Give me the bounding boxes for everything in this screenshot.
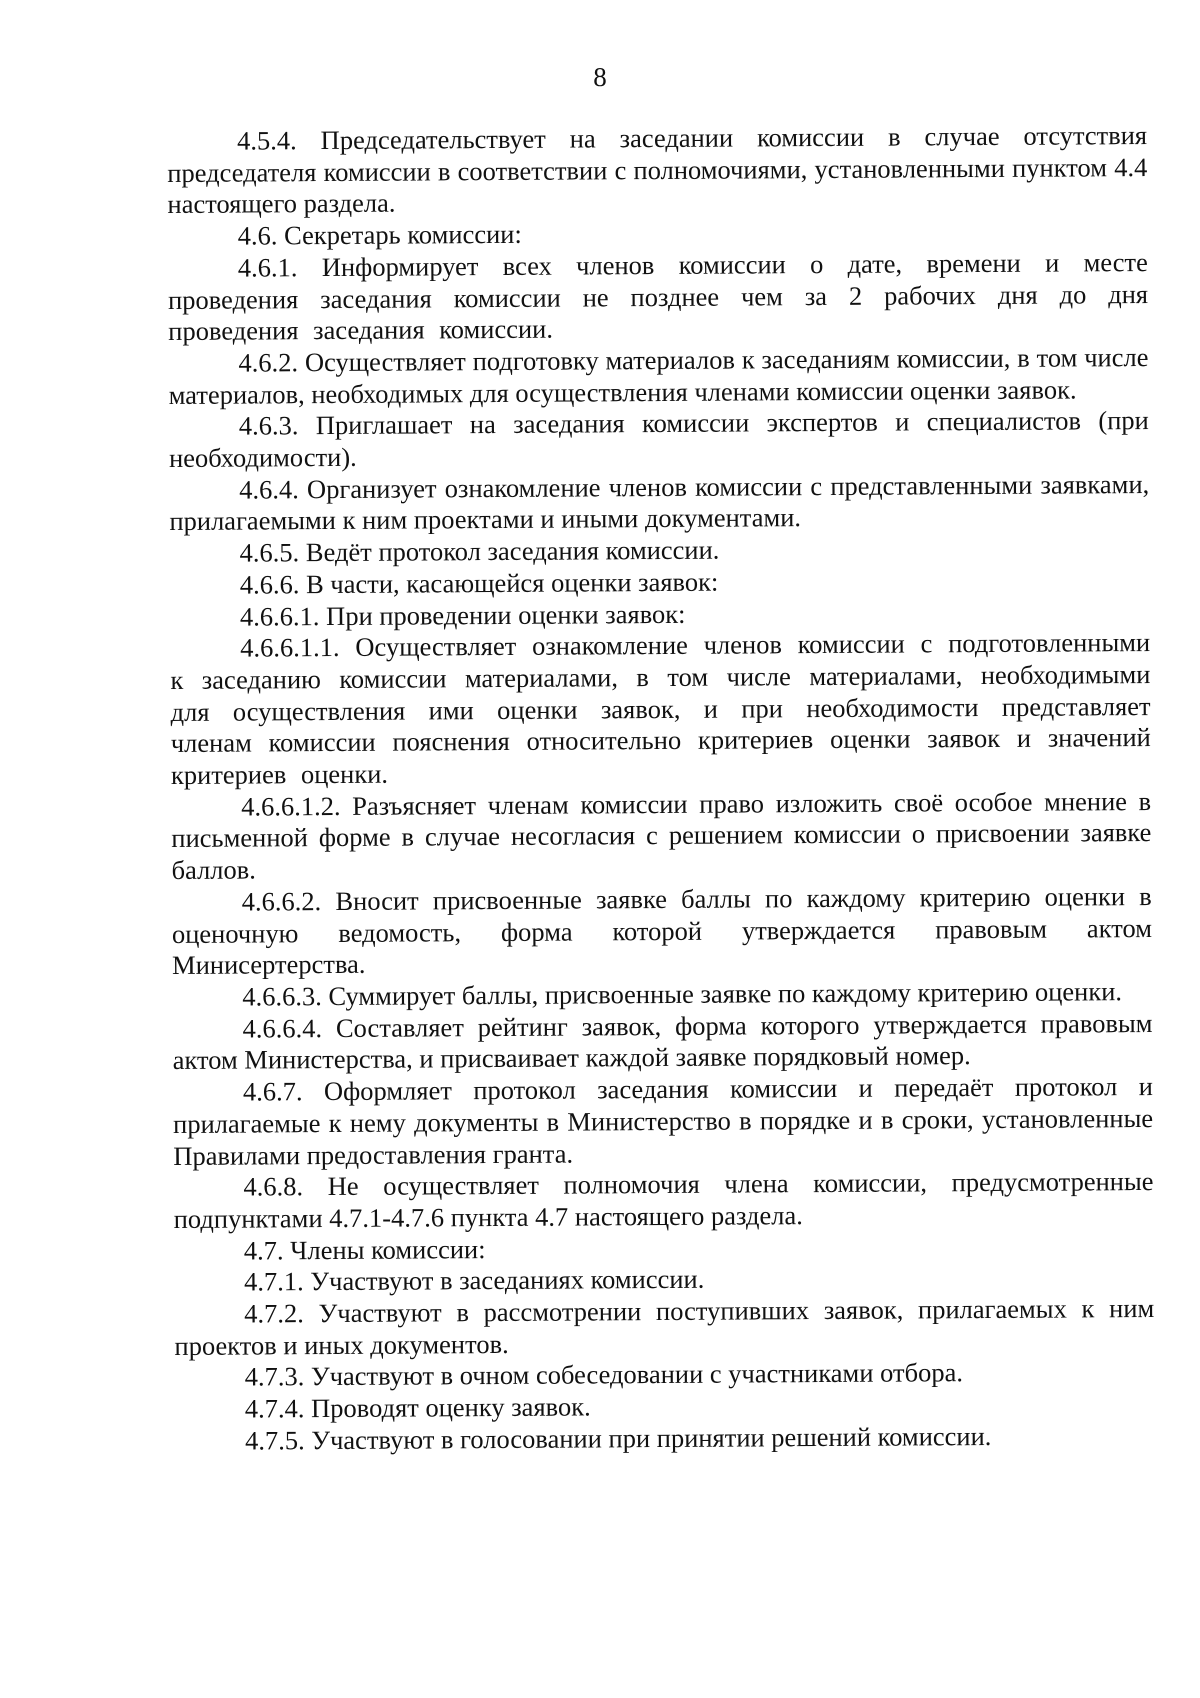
paragraph-4-5-4: 4.5.4. Председательствует на заседании комиссии в случае отсутствия председателя комиссии в соответствии с полномочиями, установленными пунктом 4.4 настоящего раздела. <box>167 120 1148 220</box>
paragraph-4-7-1: 4.7.1. Участвуют в заседаниях комиссии. <box>243 1264 705 1297</box>
paragraph-4-6-8: 4.6.8. Не осуществляет полномочия члена комиссии, предусмотренные подпунктами 4.7.1-4.7.6 пункта 4.7 настоящего раздела. <box>173 1166 1154 1234</box>
paragraph-4-7: 4.7. Члены комиссии: <box>243 1233 486 1266</box>
paragraph-4-6-6-1-2: 4.6.6.1.2. Разъясняет членам комиссии право изложить своё особое мнение в письменной форме в случае несогласия с решением комиссии о присвоении заявке баллов. <box>171 785 1152 886</box>
paragraph-4-6-6-4: 4.6.6.4. Составляет рейтинг заявок, форма которого утверждается правовым актом Министерства, и присваивает каждой заявке порядковый номер. <box>172 1007 1153 1076</box>
paragraph-4-6-3: 4.6.3. Приглашает на заседания комиссии экспертов и специалистов (при необходимости). <box>168 405 1149 474</box>
paragraph-4-6-6-1-1: 4.6.6.1.1. Осуществляет ознакомление членов комиссии с подготовленными к заседанию комиссии материалами, в том числе материалами, необходимыми для осуществления ими оценки заявок, и при необходимости представляет членам комиссии пояснения относительно критериев оценки заявок и значений критериев оценки. <box>170 627 1151 791</box>
paragraph-4-6-7: 4.6.7. Оформляет протокол заседания комиссии и передаёт протокол и прилагаемые к нему документы в Министерство в порядке и в сроки, установленные Правилами предоставления гранта. <box>173 1071 1154 1171</box>
paragraph-4-6: 4.6. Секретарь комиссии: <box>237 218 522 251</box>
paragraph-4-6-6-1: 4.6.6.1. При проведении оценки заявок: <box>239 598 686 632</box>
paragraph-4-7-4: 4.7.4. Проводят оценку заявок. <box>244 1391 591 1424</box>
paragraph-4-6-4: 4.6.4. Организует ознакомление членов комиссии с представленными заявками, прилагаемыми к ним проектами и иными документами. <box>169 468 1150 537</box>
paragraph-4-6-2: 4.6.2. Осуществляет подготовку материалов к заседаниям комиссии, в том числе материалов, необходимых для осуществления членами комиссии оценки заявок. <box>168 341 1149 410</box>
paragraph-4-7-5: 4.7.5. Участвуют в голосовании при принятии решений комиссии. <box>244 1420 992 1456</box>
paragraph-4-6-6-2: 4.6.6.2. Вносит присвоенные заявке баллы по каждому критерию оценки в оценочную ведомость, форма которой утверждается правовым актом Минисертерства. <box>171 880 1153 981</box>
paragraph-4-6-6: 4.6.6. В части, касающейся оценки заявок: <box>239 566 719 600</box>
page-number: 8 <box>593 62 607 92</box>
paragraph-4-7-3: 4.7.3. Участвуют в очном собеседовании с участниками отбора. <box>244 1357 964 1392</box>
paragraph-4-6-5: 4.6.5. Ведёт протокол заседания комиссии. <box>239 534 720 568</box>
paragraph-4-7-2: 4.7.2. Участвуют в рассмотрении поступивших заявок, прилагаемых к ним проектов и иных документов. <box>174 1293 1155 1361</box>
document-body <box>167 120 1155 1457</box>
paragraph-4-6-6-3: 4.6.6.3. Суммирует баллы, присвоенные заявке по каждому критерию оценки. <box>242 976 1123 1012</box>
paragraph-4-6-1: 4.6.1. Информирует всех членов комиссии о дате, времени и месте проведения заседания комиссии не позднее чем за 2 рабочих дня до дня проведения заседания комиссии. <box>167 246 1149 347</box>
